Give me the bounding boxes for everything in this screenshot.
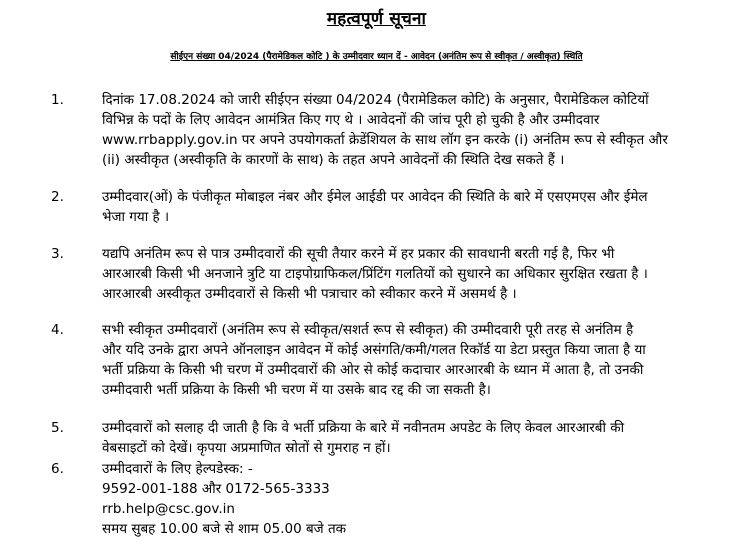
item-line: विभिन्न के पदों के लिए आवेदन आमंत्रित किए गए थे । आवेदनों की जांच पूरी हो चुकी है और उम्मीदवार: [102, 112, 600, 128]
item-line: और यदि उनके द्वारा अपने ऑनलाइन आवेदन में कोई असंगति/कमी/गलत रिकॉर्ड या डेटा प्रस्तुत किया जाता है या: [102, 342, 646, 358]
item-number: 1.: [51, 92, 64, 108]
item-line: उम्मीदवारी भर्ती प्रक्रिया के किसी भी चरण में या उसके बाद रद्द की जा सकती है।: [102, 382, 491, 398]
helpdesk-text: [102, 459, 732, 539]
item-text: [102, 320, 732, 400]
item-text: [102, 244, 732, 304]
item-line: आरआरबी अस्वीकृत उम्मीदवारों से किसी भी पत्राचार को स्वीकार करने में असमर्थ है ।: [102, 286, 517, 302]
item-number: 6.: [51, 461, 64, 477]
item-number: 4.: [51, 322, 64, 338]
item-line: यद्यपि अनंतिम रूप से पात्र उम्मीदवारों की सूची तैयार करने में हर प्रकार की सावधानी बरती गई है, फिर भी: [102, 246, 615, 262]
item-text: [102, 90, 732, 170]
notice-subtitle: सीईएन संख्या 04/2024 (पैरामेडिकल कोटि ) के उम्मीदवार ध्यान दें - आवेदन (अनंतिम रूप से स्वीकृत / अस्वीकृत) स्थिति: [170, 52, 583, 62]
item-line: www.rrbapply.gov.in पर अपने उपयोगकर्ता क्रेडेंशियल के साथ लॉग इन करके (i) अनंतिम रूप से स्वीकृत और: [102, 132, 668, 148]
item-line: उम्मीदवार(ओं) के पंजीकृत मोबाइल नंबर और ईमेल आईडी पर आवेदन की स्थिति के बारे में एसएमएस और ईमेल: [102, 189, 648, 205]
helpdesk-email: rrb.help@csc.gov.in: [102, 501, 235, 517]
item-line: दिनांक 17.08.2024 को जारी सीईएन संख्या 04/2024 (पैरामेडिकल कोटि) के अनुसार, पैरामेडिकल कोटियों: [102, 92, 649, 108]
item-line: भेजा गया है ।: [102, 209, 170, 225]
item-line: उम्मीदवारों को सलाह दी जाती है कि वे भर्ती प्रक्रिया के बारे में नवीनतम अपडेट के लिए केवल आरआरबी की: [102, 420, 625, 436]
notice-title: महत्वपूर्ण सूचना: [326, 9, 427, 29]
helpdesk-hours: समय सुबह 10.00 बजे से शाम 05.00 बजे तक: [102, 521, 347, 537]
item-line: (ii) अस्वीकृत (अस्वीकृति के कारणों के साथ) के तहत अपने आवेदनों की स्थिति देख सकते हैं ।: [102, 152, 565, 168]
item-text: [102, 418, 732, 458]
item-number: 5.: [51, 420, 64, 436]
item-line: भर्ती प्रक्रिया के किसी भी चरण में उम्मीदवारों की ओर से कोई कदाचार आरआरबी के ध्यान में आता है, तो उनकी: [102, 362, 644, 378]
item-line: सभी स्वीकृत उम्मीदवारों (अनंतिम रूप से स्वीकृत/सशर्त रूप से स्वीकृत) की उम्मीदवारी पूरी तरह से अनंतिम है: [102, 322, 634, 338]
item-number: 2.: [51, 189, 64, 205]
item-text: [102, 187, 732, 227]
item-line: वेबसाइटों को देखें। कृपया अप्रमाणित स्रोतों से गुमराह न हों।: [102, 440, 391, 456]
helpdesk-phone: 9592-001-188 और 0172-565-3333: [102, 481, 330, 497]
helpdesk-label: उम्मीदवारों के लिए हेल्पडेस्क: -: [102, 461, 253, 477]
item-number: 3.: [51, 246, 64, 262]
item-line: आरआरबी किसी भी अनजाने त्रुटि या टाइपोग्राफिकल/प्रिंटिंग गलतियों को सुधारने का अधिकार सुरक्षित रखता है ।: [102, 266, 648, 282]
